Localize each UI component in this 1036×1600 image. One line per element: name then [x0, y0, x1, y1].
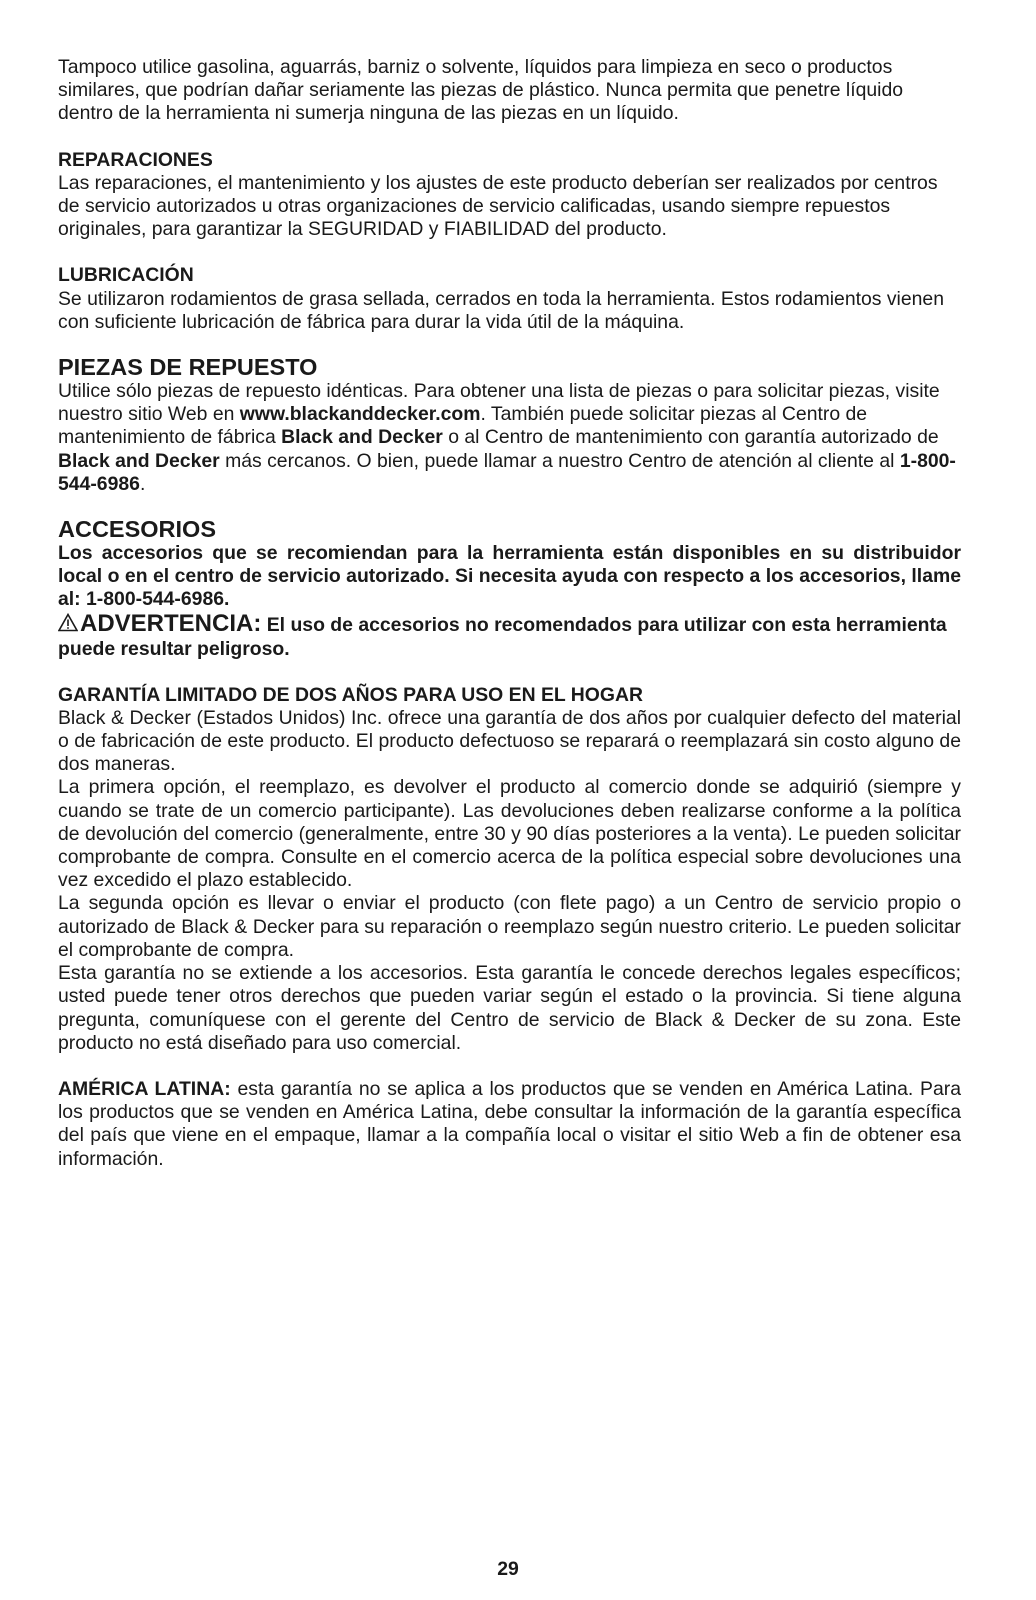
website-link[interactable]: www.blackanddecker.com [239, 403, 481, 426]
piezas-text-part: o al Centro de mantenimiento con garantía autorizado de [442, 426, 939, 449]
warning-label: ADVERTENCIA: [80, 609, 262, 637]
latam-text: esta garantía no se aplica a los productos que se venden en América Latina. Para los productos que se venden en América Latina, debe consultar la información de la garantía específica del país que viene en el empaque, llamar a la compañía local o visitar el sitio Web a fin de obtener esa información. [58, 1077, 961, 1170]
reparaciones-section [58, 149, 961, 242]
piezas-section [58, 355, 961, 496]
brand-name: Black and Decker [58, 449, 220, 472]
garantia-paragraph-1: Black & Decker (Estados Unidos) Inc. ofrece una garantía de dos años por cualquier defecto del material o de fabricación de este producto. El producto defectuoso se reparará o reemplazará sin costo alguno de dos maneras. [58, 706, 961, 776]
brand-name: Black and Decker [281, 426, 443, 449]
latam-section [58, 1078, 961, 1171]
page-number: 29 [497, 1558, 519, 1580]
latam-paragraph [58, 1078, 961, 1171]
latam-label: AMÉRICA LATINA: [58, 1077, 231, 1100]
lubricacion-heading: LUBRICACIÓN [58, 264, 194, 287]
lubricacion-section [58, 264, 961, 334]
accesorios-heading: ACCESORIOS [58, 516, 216, 543]
garantia-paragraph-3: La segunda opción es llevar o enviar el producto (con flete pago) a un Centro de servicio propio o autorizado de Black & Decker para su reparación o reemplazo según nuestro criterio. Le pueden solicitar el comprobante de compra. [58, 892, 961, 961]
reparaciones-text: Las reparaciones, el mantenimiento y los ajustes de este producto deberían ser realizados por centros de servicio autorizados u otras organizaciones de servicio calificadas, usando siempre repuestos originales, para garantizar la SEGURIDAD y FIABILIDAD del producto. [58, 171, 938, 241]
garantia-heading: GARANTÍA LIMITADO DE DOS AÑOS PARA USO EN EL HOGAR [58, 683, 643, 706]
garantia-paragraph-2: La primera opción, el reemplazo, es devolver el producto al comercio donde se adquirió (siempre y cuando se trate de un comercio participante). Las devoluciones deben realizarse conforme a la política de devolución del comercio (generalmente, entre 30 y 90 días posteriores a la venta). Le pueden solicitar comprobante de compra. Consulte en el comercio acerca de la política especial sobre devoluciones una vez excedido el plazo establecido. [58, 776, 961, 892]
piezas-heading: PIEZAS DE REPUESTO [58, 354, 318, 381]
piezas-text [58, 380, 961, 496]
garantia-section [58, 684, 961, 1055]
warning-paragraph [58, 609, 961, 661]
piezas-text-part: . También puede solicitar piezas al Centro de mantenimiento de fábrica [58, 403, 868, 449]
piezas-text-part: . [139, 472, 146, 495]
accesorios-section [58, 517, 961, 661]
lubricacion-text: Se utilizaron rodamientos de grasa sellada, cerrados en toda la herramienta. Estos rodamientos vienen con suficiente lubricación de fábrica para durar la vida útil de la máquina. [58, 287, 945, 333]
manual-page [58, 56, 961, 1171]
reparaciones-heading: REPARACIONES [58, 148, 213, 171]
intro-paragraph: Tampoco utilice gasolina, aguarrás, barniz o solvente, líquidos para limpieza en seco o productos similares, que podrían dañar seriamente las piezas de plástico. Nunca permita que penetre líquido dentro de la herramienta ni sumerja ninguna de las piezas en un líquido. [58, 56, 904, 125]
piezas-text-part: más cercanos. O bien, puede llamar a nuestro Centro de atención al cliente al [219, 449, 900, 472]
warning-triangle-icon [58, 613, 80, 633]
piezas-text-part: Utilice sólo piezas de repuesto idénticas. Para obtener una lista de piezas o para solicitar piezas, visite nuestro sitio Web en [58, 380, 940, 426]
garantia-paragraph-4: Esta garantía no se extiende a los accesorios. Esta garantía le concede derechos legales específicos; usted puede tener otros derechos que pueden variar según el estado o la provincia. Si tiene alguna pregunta, comuníquese con el gerente del Centro de servicio de Black & Decker de su zona. Este producto no está diseñado para uso comercial. [58, 962, 961, 1054]
accesorios-text: Los accesorios que se recomiendan para la herramienta están disponibles en su distribuidor local o en el centro de servicio autorizado. Si necesita ayuda con respecto a los accesorios, llame al: 1-800-544-6986. [58, 542, 961, 611]
warning-text: El uso de accesorios no recomendados para utilizar con esta herramienta puede resultar peligroso. [58, 613, 947, 660]
phone-number: 1-800-544-6986 [58, 449, 956, 495]
